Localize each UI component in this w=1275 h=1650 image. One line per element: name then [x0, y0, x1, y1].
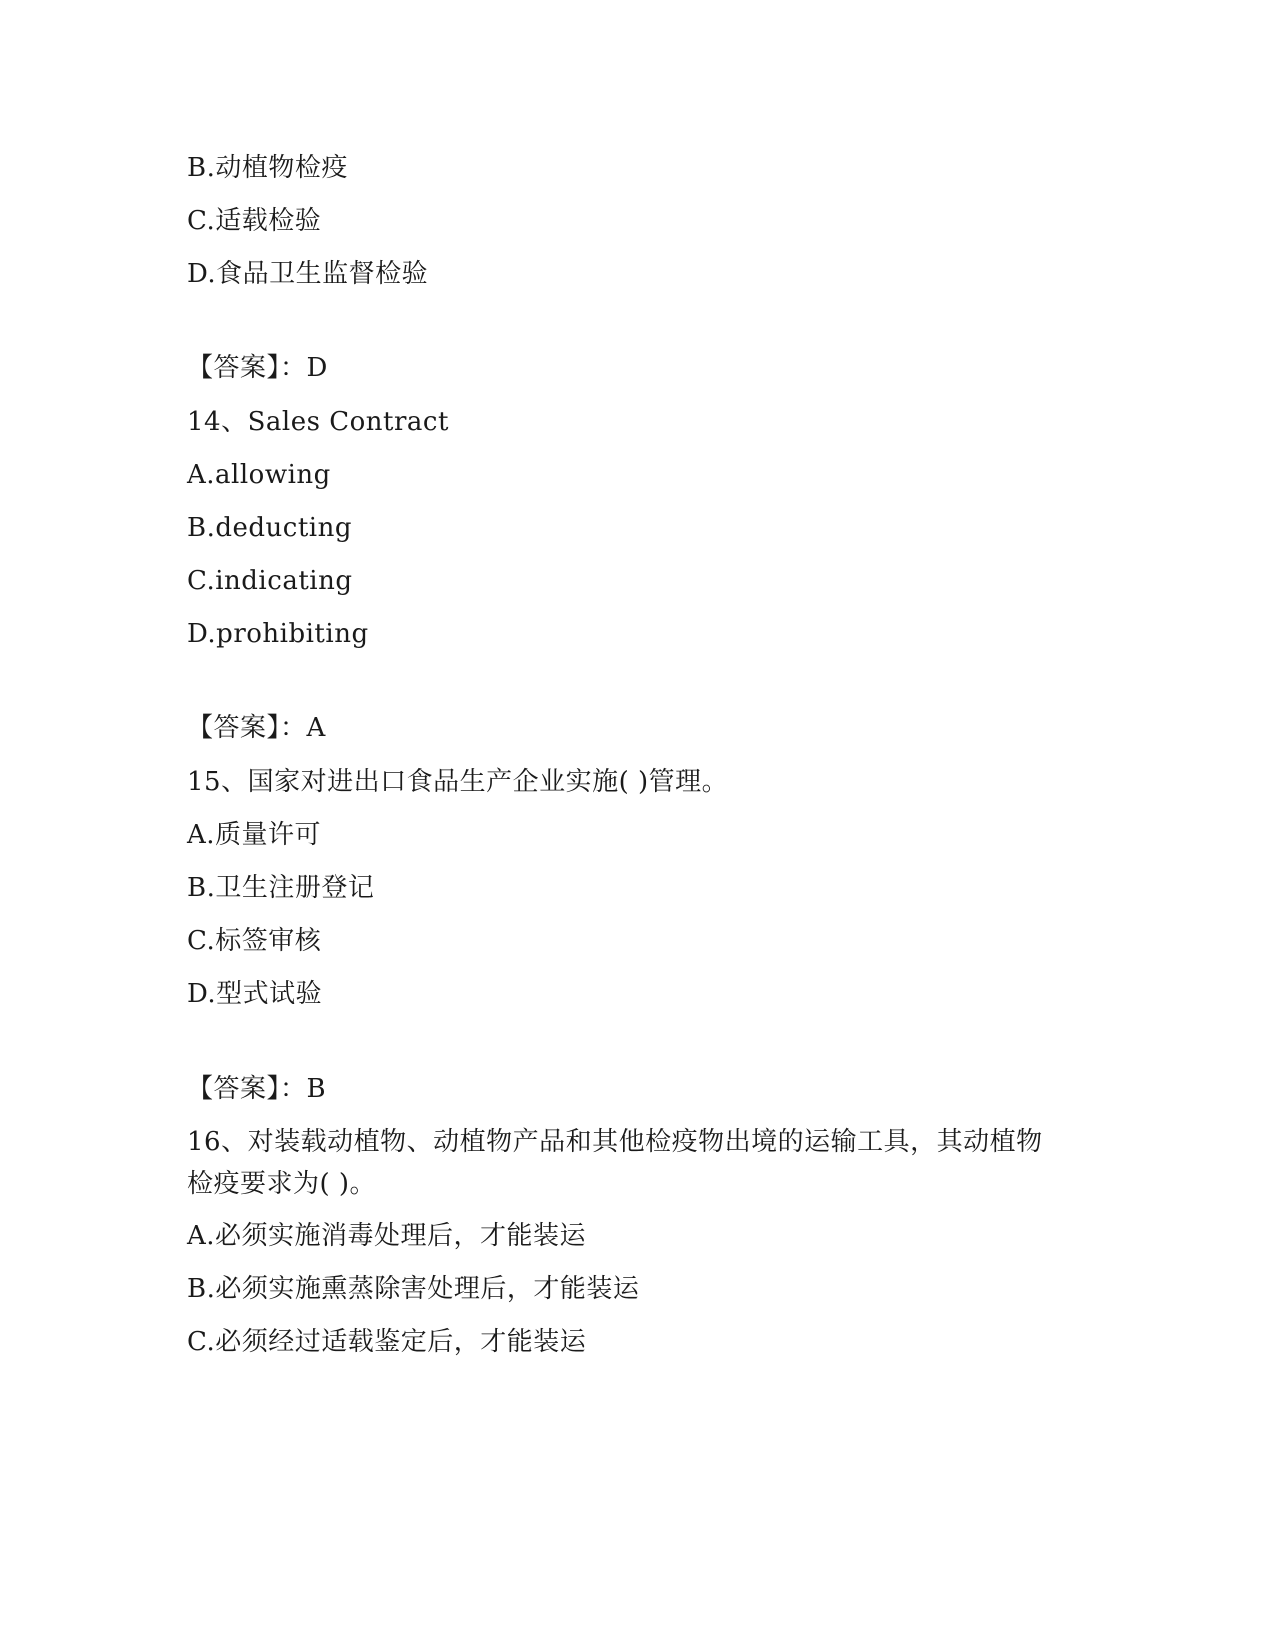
- q14-answer: 【答案】：A: [187, 713, 326, 743]
- q13-answer: 【答案】：D: [187, 353, 328, 383]
- q15-question: 15、国家对进出口食品生产企业实施( )管理。: [187, 767, 729, 797]
- q16-option-b: B.必须实施熏蒸除害处理后，才能装运: [187, 1274, 640, 1304]
- q14-option-a: A.allowing: [187, 460, 331, 490]
- q16-option-c: C.必须经过适载鉴定后，才能装运: [187, 1327, 587, 1357]
- q15-option-d: D.型式试验: [187, 979, 323, 1009]
- q15-option-a: A.质量许可: [187, 820, 322, 850]
- q14-question: 14、Sales Contract: [187, 407, 449, 437]
- q13-option-d: D.食品卫生监督检验: [187, 259, 429, 289]
- q13-option-c: C.适载检验: [187, 206, 322, 236]
- q14-option-b: B.deducting: [187, 513, 353, 543]
- q14-option-d: D.prohibiting: [187, 619, 369, 649]
- q15-option-b: B.卫生注册登记: [187, 873, 375, 903]
- q16-option-a: A.必须实施消毒处理后，才能装运: [187, 1221, 587, 1251]
- q14-option-c: C.indicating: [187, 566, 353, 596]
- q15-answer: 【答案】：B: [187, 1074, 327, 1104]
- q13-option-b: B.动植物检疫: [187, 153, 348, 183]
- q16-question: 16、对装载动植物、动植物产品和其他检疫物出境的运输工具，其动植物检疫要求为( )。: [187, 1127, 1043, 1199]
- q15-option-c: C.标签审核: [187, 926, 322, 956]
